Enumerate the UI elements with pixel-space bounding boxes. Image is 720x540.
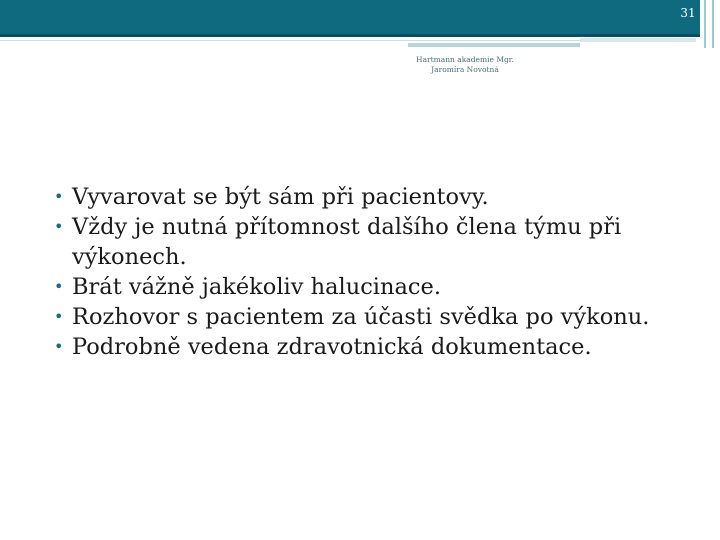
bullet-text: Vždy je nutná přítomnost dalšího člena týmu při výkonech. xyxy=(72,214,622,270)
bullet-text: Podrobně vedena zdravotnická dokumentace. xyxy=(72,334,592,360)
page-number: 31 xyxy=(680,6,696,20)
bullet-list xyxy=(50,182,690,362)
bullet-text: Rozhovor s pacientem za účasti svědka po výkonu. xyxy=(72,304,650,330)
bullet-icon: • xyxy=(54,217,64,236)
bullet-icon: • xyxy=(54,187,64,206)
bullet-item xyxy=(50,272,690,302)
bullet-item xyxy=(50,302,690,332)
header-note-line-2: Jaromíra Novotná xyxy=(431,65,499,74)
bullet-icon: • xyxy=(54,277,64,296)
header-accent-bar xyxy=(408,43,580,47)
header-accent-bar-secondary xyxy=(580,38,696,42)
decorative-right-strip xyxy=(700,0,720,48)
bullet-item xyxy=(50,332,690,362)
header-note-line-1: Hartmann akademie Mgr. xyxy=(416,55,514,64)
header-note xyxy=(400,55,530,75)
bullet-icon: • xyxy=(54,337,64,356)
bullet-item xyxy=(50,212,690,272)
slide-top-bar xyxy=(0,0,700,37)
bullet-item xyxy=(50,182,690,212)
bullet-text: Brát vážně jakékoliv halucinace. xyxy=(72,274,441,300)
bullet-icon: • xyxy=(54,307,64,326)
bullet-text: Vyvarovat se být sám při pacientovy. xyxy=(72,184,489,210)
